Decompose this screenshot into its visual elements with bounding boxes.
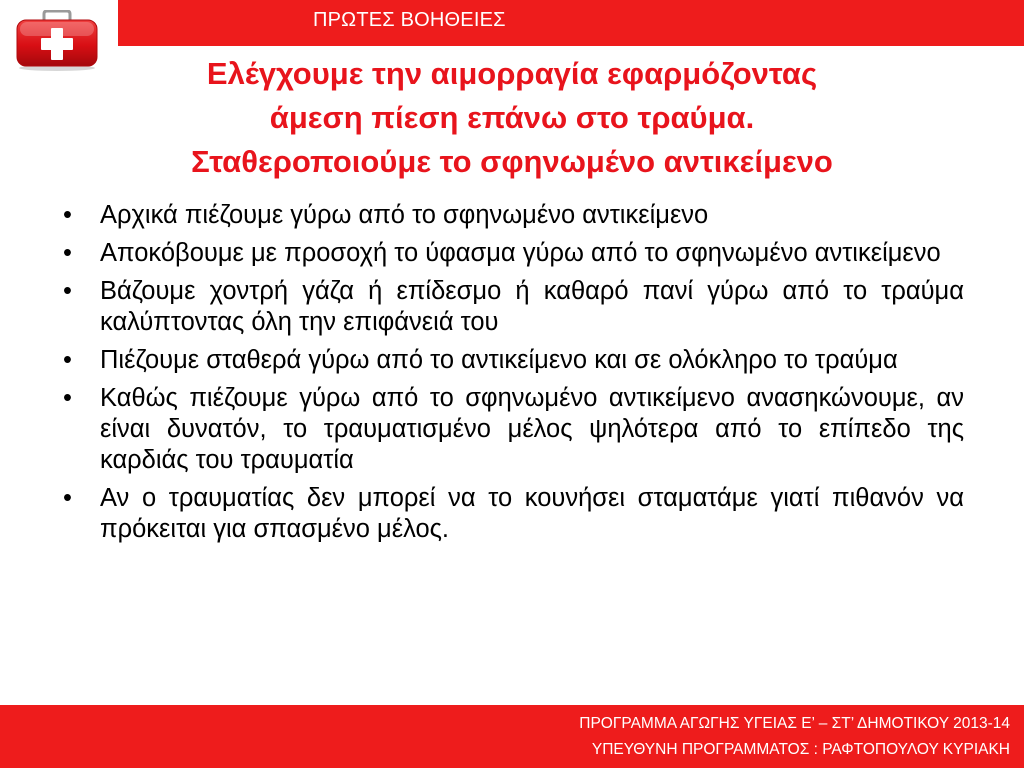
bullet-text: Αρχικά πιέζουμε γύρω από το σφηνωμένο αντικείμενο bbox=[100, 201, 709, 229]
list-item bbox=[60, 345, 964, 376]
list-item bbox=[60, 483, 964, 545]
bullet-point-icon: • bbox=[63, 484, 72, 512]
bullet-text: Αν ο τραυματίας δεν μπορεί να το κουνήσει σταματάμε γιατί πιθανόν να πρόκειται για σπασμένο μέλος. bbox=[100, 484, 964, 543]
footer-program-line: ΠΡΟΓΡΑΜΜΑ ΑΓΩΓΗΣ ΥΓΕΙΑΣ Ε’ – ΣΤ’ ΔΗΜΟΤΙΚΟΥ 2013-14 bbox=[579, 715, 1010, 732]
list-item bbox=[60, 276, 964, 338]
bullet-point-icon: • bbox=[63, 384, 72, 412]
header-bar bbox=[118, 0, 1024, 46]
list-item bbox=[60, 238, 964, 269]
footer-bar bbox=[0, 705, 1024, 768]
bullet-text: Πιέζουμε σταθερά γύρω από το αντικείμενο και σε ολόκληρο το τραύμα bbox=[100, 346, 898, 374]
bullet-list bbox=[60, 200, 964, 552]
title-line-2: άμεση πίεση επάνω στο τραύμα. bbox=[269, 100, 755, 135]
bullet-text: Αποκόβουμε με προσοχή το ύφασμα γύρω από το σφηνωμένο αντικείμενο bbox=[100, 239, 941, 267]
bullet-text: Καθώς πιέζουμε γύρω από το σφηνωμένο αντικείμενο ανασηκώνουμε, αν είναι δυνατόν, το τραυματισμένο μέλος ψηλότερα από το επίπεδο της καρδιάς του τραυματία bbox=[100, 384, 964, 474]
bullet-point-icon: • bbox=[63, 239, 72, 267]
bullet-point-icon: • bbox=[63, 201, 72, 229]
title-line-1: Ελέγχουμε την αιμορραγία εφαρμόζοντας bbox=[206, 56, 818, 91]
list-item bbox=[60, 200, 964, 231]
bullet-point-icon: • bbox=[63, 346, 72, 374]
header-title: ΠΡΩΤΕΣ ΒΟΗΘΕΙΕΣ bbox=[313, 9, 506, 31]
bullet-text: Βάζουμε χοντρή γάζα ή επίδεσμο ή καθαρό πανί γύρω από το τραύμα καλύπτοντας όλη την επιφάνειά του bbox=[100, 277, 964, 336]
list-item bbox=[60, 383, 964, 476]
slide-title bbox=[60, 52, 964, 184]
title-line-3: Σταθεροποιούμε το σφηνωμένο αντικείμενο bbox=[191, 144, 833, 179]
bullet-point-icon: • bbox=[63, 277, 72, 305]
footer-author-line: ΥΠΕΥΘΥΝΗ ΠΡΟΓΡΑΜΜΑΤΟΣ : ΡΑΦΤΟΠΟΥΛΟΥ ΚΥΡΙΑΚΗ bbox=[591, 741, 1010, 758]
